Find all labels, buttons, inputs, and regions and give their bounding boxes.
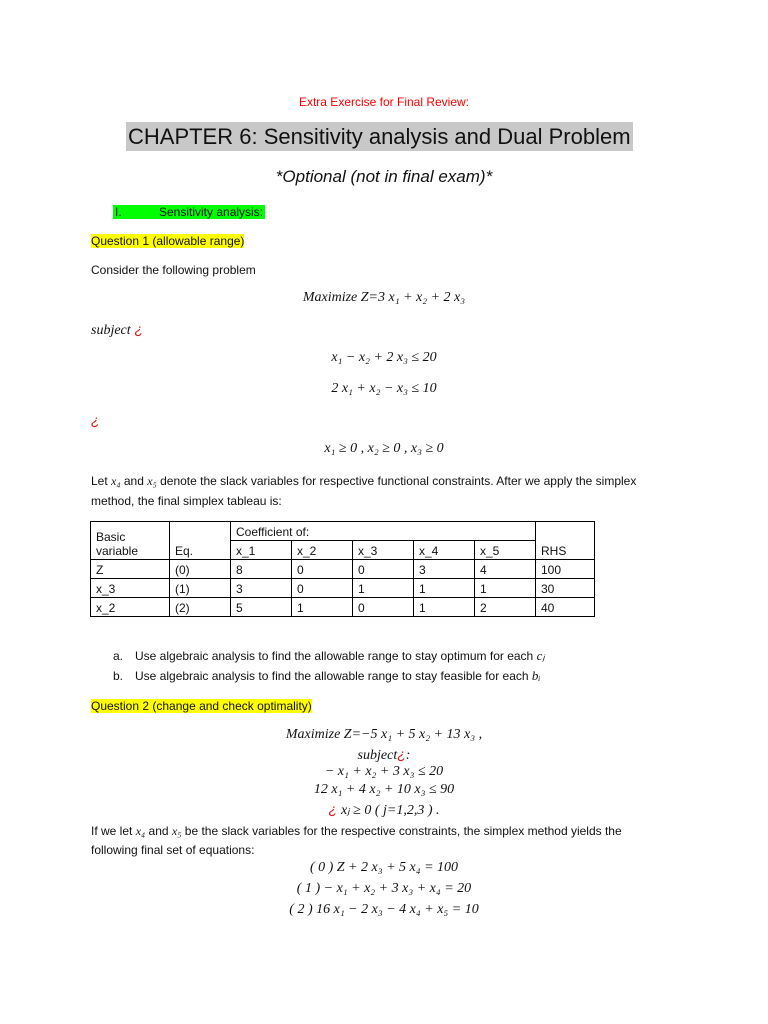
basic-variable-header — [91, 522, 170, 560]
q2-if-c: following final set of equations: — [91, 843, 255, 857]
table-cell: 1 — [292, 598, 353, 617]
basic-header-line2: variable — [96, 544, 139, 558]
q2-subject: subject — [357, 748, 398, 763]
table-cell: Z — [91, 560, 170, 579]
table-cell: 1 — [414, 598, 475, 617]
q1-intro: Consider the following problem — [91, 263, 256, 277]
q1-item-b-text: Use algebraic analysis to find the allowable range to stay feasible for each — [135, 669, 529, 683]
q1-constraint-1: x₁ − x₂ + 2 x₃ ≤ 20 — [331, 350, 437, 365]
table-row — [91, 579, 595, 598]
table-cell: 0 — [353, 560, 414, 579]
q2-x4: x₄ — [135, 824, 146, 838]
table-cell: x_3 — [91, 579, 170, 598]
chapter-title-text: CHAPTER 6: Sensitivity analysis and Dual Problem — [128, 124, 631, 149]
table-cell: 3 — [231, 579, 292, 598]
table-cell: 100 — [536, 560, 595, 579]
table-cell: 5 — [231, 598, 292, 617]
table-cell: 30 — [536, 579, 595, 598]
table-cell: 0 — [292, 579, 353, 598]
q1-heading — [91, 234, 244, 248]
table-cell: 1 — [353, 579, 414, 598]
q2-equation-0: ( 0 ) Z + 2 x₃ + 5 x₄ = 100 — [309, 860, 459, 875]
q1-subject: subject — [91, 323, 131, 338]
q2-colon: : — [405, 748, 411, 763]
col-header-x2: x_2 — [292, 541, 353, 560]
q2-equation-2: ( 2 ) 16 x₁ − 2 x₃ − 4 x₄ + x₅ = 10 — [289, 902, 479, 917]
q1-and: and — [123, 474, 144, 488]
table-cell: 0 — [292, 560, 353, 579]
q1-item-a-var: cⱼ — [536, 648, 545, 663]
q2-nonnegativity: xⱼ ≥ 0 ( j=1,2,3 ) . — [340, 803, 440, 818]
table-cell: (0) — [170, 560, 231, 579]
table-cell: 8 — [231, 560, 292, 579]
q1-heading-text: Question 1 (allowable range) — [91, 234, 245, 248]
q2-and: and — [148, 824, 169, 838]
q1-item-b-var: bᵢ — [531, 668, 541, 683]
q2-constraint-2: 12 x₁ + 4 x₂ + 10 x₃ ≤ 90 — [313, 782, 455, 797]
q2-subject-glyph: ¿ — [397, 746, 406, 762]
section-heading — [113, 205, 265, 219]
table-cell: 1 — [475, 579, 536, 598]
q2-subject-line — [0, 746, 768, 764]
table-cell: (2) — [170, 598, 231, 617]
table-cell: 40 — [536, 598, 595, 617]
q2-objective: Maximize Z=−5 x₁ + 5 x₂ + 13 x₃ , — [285, 727, 483, 742]
col-header-x4: x_4 — [414, 541, 475, 560]
chapter-title — [126, 124, 633, 150]
section-title: Sensitivity analysis: — [159, 205, 264, 219]
q2-if-a: If we let — [91, 824, 133, 838]
q1-x5: x₅ — [147, 474, 157, 488]
section-number: I. — [113, 205, 159, 219]
q1-item-a — [113, 648, 545, 664]
q1-let-b: denote the slack variables for respective functional constraints. After we apply the simplex — [160, 474, 637, 488]
rhs-header: RHS — [536, 522, 595, 560]
table-row — [91, 598, 595, 617]
q2-x5: x₅ — [171, 824, 182, 838]
q1-x4: x₄ — [111, 474, 121, 488]
table-cell: 4 — [475, 560, 536, 579]
q2-if-b: be the slack variables for the respective constraints, the simplex method yields the — [184, 824, 622, 838]
q1-item-a-label: a. — [113, 649, 124, 663]
q1-subject-line — [91, 321, 143, 339]
q2-heading — [91, 699, 312, 713]
q2-equation-1: ( 1 ) − x₁ + x₂ + 3 x₃ + x₄ = 20 — [296, 881, 472, 896]
q2-heading-text: Question 2 (change and check optimality) — [91, 699, 312, 713]
q1-let-paragraph — [91, 474, 691, 489]
simplex-tableau — [90, 521, 595, 617]
q1-item-b-label: b. — [113, 669, 124, 683]
table-cell: x_2 — [91, 598, 170, 617]
q2-glyph: ¿ — [328, 801, 338, 817]
q1-item-a-text: Use algebraic analysis to find the allowable range to stay optimum for each — [135, 649, 534, 663]
table-row — [91, 560, 595, 579]
q1-nonnegativity: x₁ ≥ 0 , x₂ ≥ 0 , x₃ ≥ 0 — [324, 441, 444, 456]
table-cell: (1) — [170, 579, 231, 598]
col-header-x3: x_3 — [353, 541, 414, 560]
table-cell: 0 — [353, 598, 414, 617]
q1-let-a: Let — [91, 474, 108, 488]
q1-objective: Maximize Z=3 x₁ + x₂ + 2 x₃ — [302, 290, 466, 305]
eq-header: Eq. — [170, 522, 231, 560]
q1-item-b — [113, 668, 540, 684]
table-header-row — [91, 522, 595, 541]
table-cell: 2 — [475, 598, 536, 617]
q1-subject-glyph: ¿ — [134, 321, 144, 337]
review-title: Extra Exercise for Final Review: — [298, 95, 470, 109]
coefficient-header: Coefficient of: — [231, 522, 536, 541]
q1-let-c: method, the final simplex tableau is: — [91, 494, 282, 508]
q2-nonneg-line — [0, 801, 768, 819]
q1-constraint-2: 2 x₁ + x₂ − x₃ ≤ 10 — [331, 381, 437, 396]
table-cell: 1 — [414, 579, 475, 598]
col-header-x1: x_1 — [231, 541, 292, 560]
q1-glyph: ¿ — [91, 412, 100, 428]
table-cell: 3 — [414, 560, 475, 579]
optional-note: *Optional (not in final exam)* — [275, 167, 493, 186]
q2-constraint-1: − x₁ + x₂ + 3 x₃ ≤ 20 — [324, 764, 444, 779]
q2-if-paragraph — [91, 824, 691, 839]
basic-header-line1: Basic — [96, 530, 126, 544]
col-header-x5: x_5 — [475, 541, 536, 560]
